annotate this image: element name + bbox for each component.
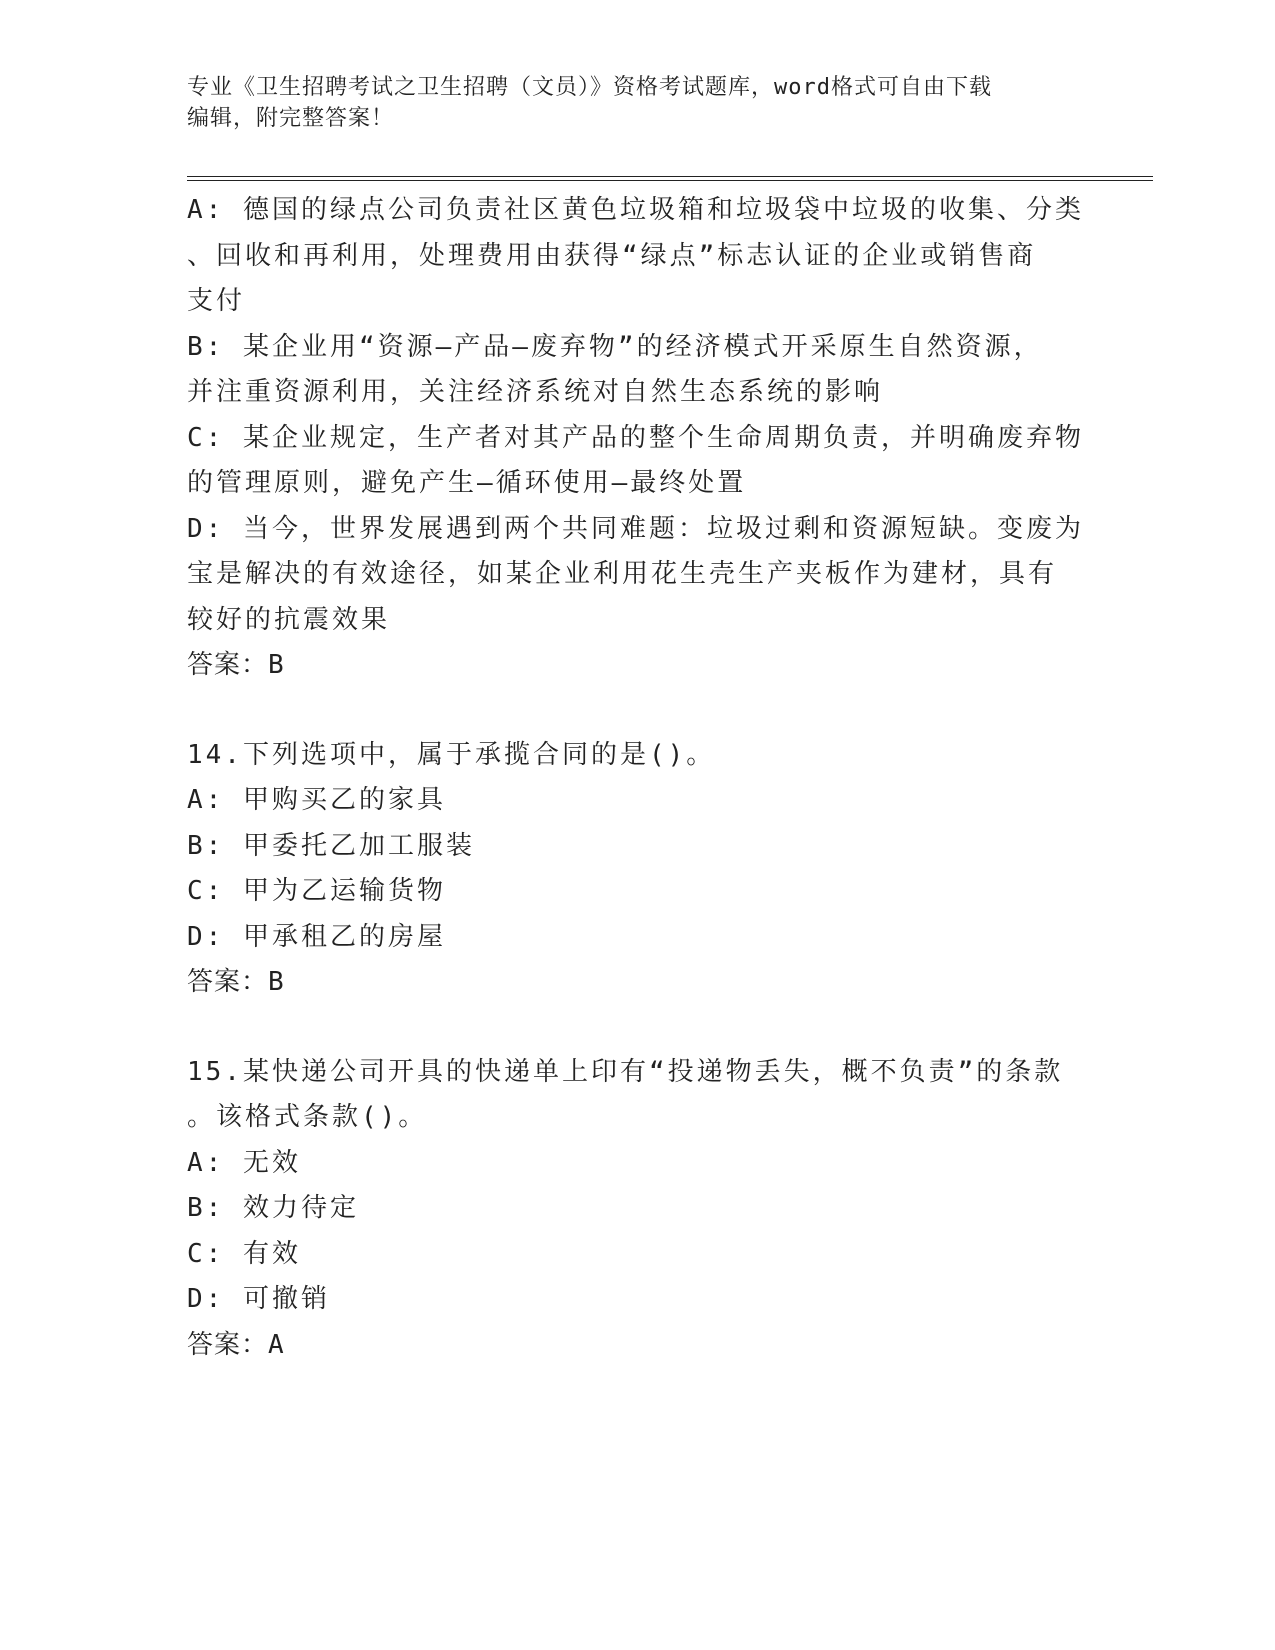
answer-label: 答案：B (187, 650, 285, 680)
option-line: D: 当今，世界发展遇到两个共同难题：垃圾过剩和资源短缺。变废为 (187, 513, 1084, 544)
question-content (187, 188, 1084, 1368)
option-c: C: 甲为乙运输货物 (187, 876, 446, 906)
question-text: 。该格式条款()。 (187, 1102, 428, 1132)
option-line: 并注重资源利用，关注经济系统对自然生态系统的影响 (187, 377, 884, 407)
question-15 (187, 1050, 1077, 1369)
spacer (187, 689, 1077, 733)
header-line-1: 专业《卫生招聘考试之卫生招聘（文员）》资格考试题库，word格式可自由下载 (187, 75, 992, 100)
option-b: B: 效力待定 (187, 1193, 359, 1223)
option-line: 支付 (187, 286, 246, 316)
option-c (187, 416, 1084, 507)
option-a (187, 188, 1084, 325)
option-line: 宝是解决的有效途径，如某企业利用花生壳生产夹板作为建材，具有 (187, 559, 1058, 589)
option-line: 的管理原则，避免产生—循环使用—最终处置 (187, 468, 747, 498)
option-line: 较好的抗震效果 (187, 604, 391, 635)
option-c: C: 有效 (187, 1238, 301, 1269)
option-d: D: 可撤销 (187, 1284, 330, 1314)
option-a: A: 甲购买乙的家具 (187, 785, 446, 815)
header-divider (187, 176, 1153, 181)
option-b (187, 325, 1077, 416)
question-13 (187, 188, 1084, 689)
spacer (187, 1006, 1077, 1050)
answer-label: 答案：A (187, 1329, 285, 1360)
option-line: A: 德国的绿点公司负责社区黄色垃圾箱和垃圾袋中垃圾的收集、分类 (187, 195, 1084, 225)
option-d (187, 507, 1084, 644)
question-14 (187, 733, 1077, 1006)
answer-label: 答案：B (187, 967, 285, 997)
option-b: B: 甲委托乙加工服装 (187, 830, 475, 861)
question-text: 15.某快递公司开具的快递单上印有“投递物丢失，概不负责”的条款 (187, 1056, 1064, 1087)
option-d: D: 甲承租乙的房屋 (187, 921, 446, 952)
option-a: A: 无效 (187, 1147, 301, 1178)
header-line-2: 编辑，附完整答案！ (187, 106, 395, 131)
option-line: B: 某企业用“资源—产品—废弃物”的经济模式开采原生自然资源， (187, 331, 1043, 362)
option-line: 、回收和再利用，处理费用由获得“绿点”标志认证的企业或销售商 (187, 240, 1037, 271)
document-header (187, 72, 1067, 134)
question-text: 14.下列选项中，属于承揽合同的是()。 (187, 739, 716, 770)
option-line: C: 某企业规定，生产者对其产品的整个生命周期负责，并明确废弃物 (187, 422, 1084, 453)
